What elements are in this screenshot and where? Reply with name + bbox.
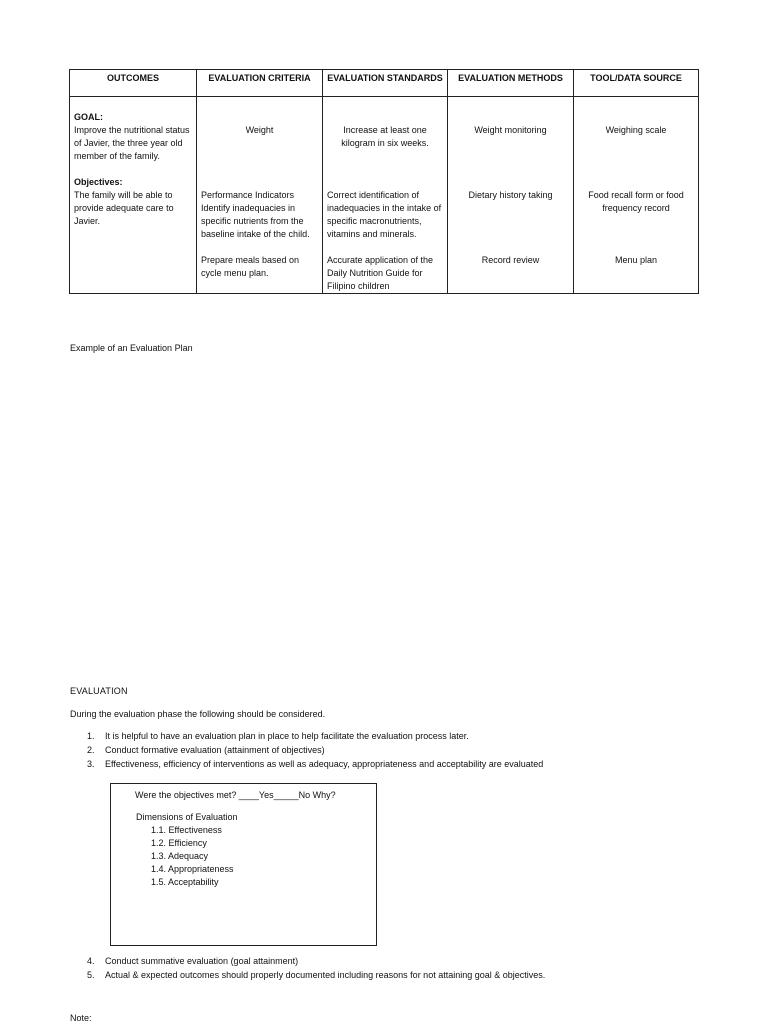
list-text: It is helpful to have an evaluation plan in place to help facilitate the evaluation process later. <box>105 731 469 741</box>
header-evaluation-criteria: EVALUATION CRITERIA <box>197 70 323 97</box>
list-item: 1.3. Adequacy <box>151 851 209 861</box>
table-caption: Example of an Evaluation Plan <box>70 343 193 353</box>
list-item <box>70 743 710 757</box>
dimensions-list <box>151 824 234 889</box>
table-row <box>70 163 699 241</box>
list-item <box>70 757 710 771</box>
list-item: 1.5. Acceptability <box>151 877 219 887</box>
header-tool-data-source: TOOL/DATA SOURCE <box>574 70 699 97</box>
standards-nutrition-guide: Accurate application of the Daily Nutrition Guide for Filipino children <box>323 241 448 294</box>
criteria-performance: Performance Indicators Identify inadequacies in specific nutrients from the baseline intake of the child. <box>197 163 323 241</box>
tool-weight: Weighing scale <box>574 97 699 164</box>
list-number: 3. <box>87 759 95 769</box>
list-item: 1.4. Appropriateness <box>151 864 234 874</box>
note-label: Note: <box>70 1013 92 1023</box>
list-item <box>70 954 710 968</box>
list-item <box>70 729 710 743</box>
list-text: Actual & expected outcomes should properly documented including reasons for not attaining goal & objectives. <box>105 970 546 980</box>
evaluation-list-continued <box>70 954 710 982</box>
goal-text: Improve the nutritional status of Javier, the three year old member of the family. <box>74 125 190 161</box>
table-row <box>70 241 699 294</box>
criteria-weight: Weight <box>197 97 323 164</box>
list-number: 1. <box>87 731 95 741</box>
header-outcomes: OUTCOMES <box>70 70 197 97</box>
list-number: 4. <box>87 956 95 966</box>
section-title: EVALUATION <box>70 686 128 696</box>
table-row <box>70 97 699 164</box>
list-item <box>70 968 710 982</box>
evaluation-list <box>70 729 710 771</box>
dimensions-title: Dimensions of Evaluation <box>136 812 238 822</box>
list-text: Effectiveness, efficiency of interventions as well as adequacy, appropriateness and acceptability are evaluated <box>105 759 544 769</box>
evaluation-plan-table <box>69 69 699 294</box>
goal-cell <box>70 97 197 164</box>
tool-menu-plan: Menu plan <box>574 241 699 294</box>
section-intro: During the evaluation phase the following should be considered. <box>70 709 326 719</box>
empty-outcome-cell <box>70 241 197 294</box>
evaluation-box <box>110 783 377 946</box>
list-item: 1.1. Effectiveness <box>151 825 222 835</box>
objectives-cell <box>70 163 197 241</box>
objectives-question: Were the objectives met? ____Yes_____No Why? <box>135 790 336 800</box>
tool-food-recall: Food recall form or food frequency record <box>574 163 699 241</box>
list-number: 5. <box>87 970 95 980</box>
standards-identification: Correct identification of inadequacies in the intake of specific macronutrients, vitamins and minerals. <box>323 163 448 241</box>
methods-dietary-history: Dietary history taking <box>448 163 574 241</box>
header-evaluation-standards: EVALUATION STANDARDS <box>323 70 448 97</box>
objectives-label: Objectives: <box>74 177 123 187</box>
table-header-row <box>70 70 699 97</box>
list-item: 1.2. Efficiency <box>151 838 207 848</box>
header-evaluation-methods: EVALUATION METHODS <box>448 70 574 97</box>
list-text: Conduct formative evaluation (attainment of objectives) <box>105 745 325 755</box>
methods-weight: Weight monitoring <box>448 97 574 164</box>
list-number: 2. <box>87 745 95 755</box>
standards-weight: Increase at least one kilogram in six weeks. <box>323 97 448 164</box>
criteria-meals: Prepare meals based on cycle menu plan. <box>197 241 323 294</box>
goal-label: GOAL: <box>74 112 103 122</box>
methods-record-review: Record review <box>448 241 574 294</box>
objectives-text: The family will be able to provide adequate care to Javier. <box>74 190 174 226</box>
list-text: Conduct summative evaluation (goal attainment) <box>105 956 299 966</box>
